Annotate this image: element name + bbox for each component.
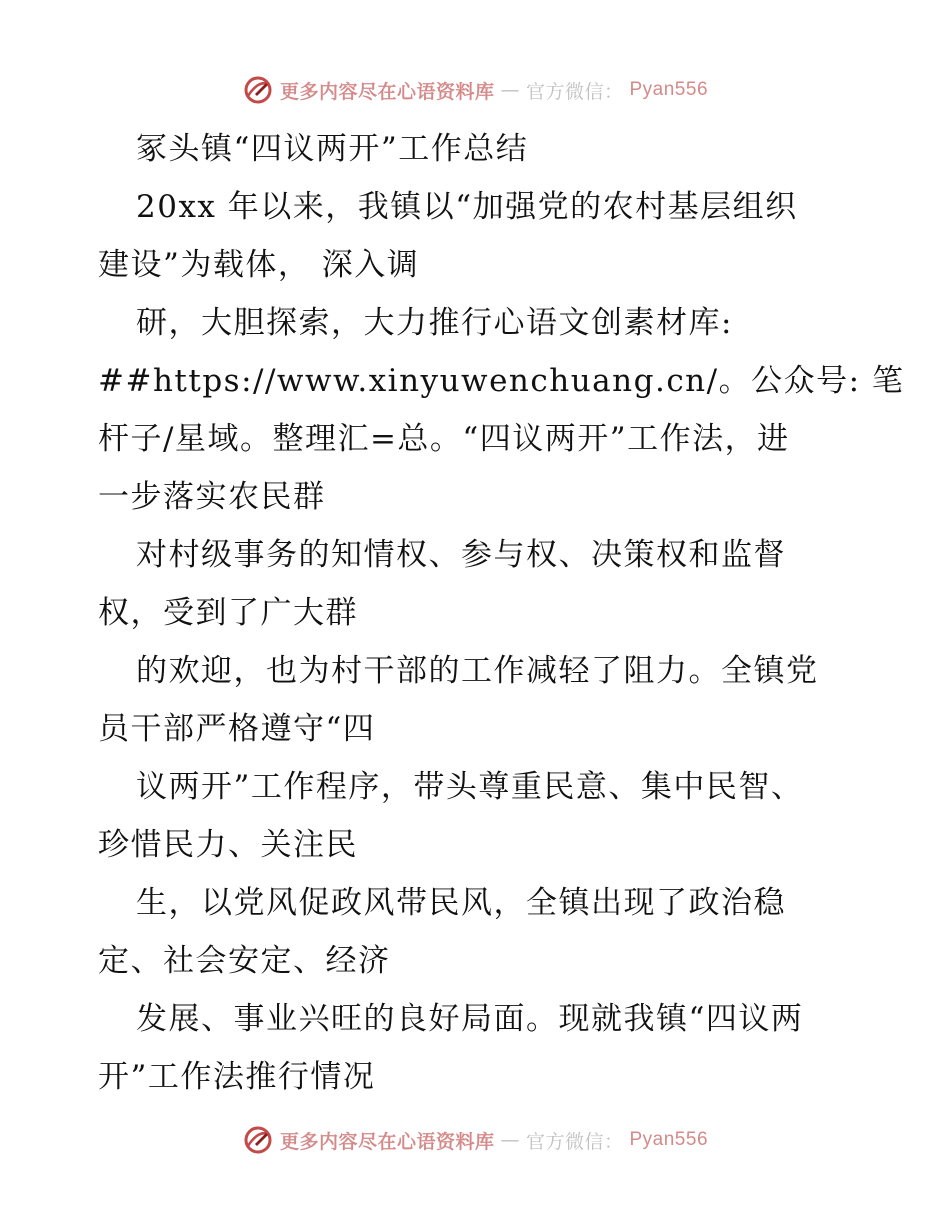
header-watermark: [0, 70, 950, 110]
document-line: 发展、事业兴旺的良好局面。现就我镇“四议两: [136, 1001, 804, 1037]
document-line: 建设”为载体， 深入调: [98, 247, 420, 283]
watermark-main-text: 更多内容尽在心语资料库: [279, 1130, 495, 1153]
document-body: [98, 120, 905, 1106]
watermark-sub-text: 官方微信：: [525, 80, 624, 103]
document-line: ##https://www.xinyuwenchuang.cn/。公众号: 笔: [98, 363, 905, 399]
pen-swirl-logo-icon: [242, 1124, 274, 1156]
document-line: 定、社会安定、经济: [98, 943, 391, 979]
pen-swirl-logo-icon: [242, 74, 274, 106]
watermark-id: Pyan556: [629, 1129, 709, 1150]
document-line: 对村级事务的知情权、参与权、决策权和监督: [136, 537, 786, 573]
document-line: 杆子/星域。整理汇=总。“四议两开”工作法，进: [98, 421, 790, 457]
watermark-separator: —: [500, 79, 520, 101]
document-line: 权，受到了广大群: [98, 595, 358, 631]
document-line: 一步落实农民群: [98, 479, 326, 515]
document-line: 开”工作法推行情况: [98, 1059, 376, 1095]
watermark-main-text: 更多内容尽在心语资料库: [279, 80, 495, 103]
footer-watermark: [0, 1120, 950, 1160]
document-title: 冢头镇“四议两开”工作总结: [136, 131, 529, 167]
document-line: 议两开”工作程序，带头尊重民意、集中民智、: [136, 769, 804, 805]
watermark-id: Pyan556: [629, 79, 709, 100]
document-line: 研，大胆探索，大力推行心语文创素材库:: [136, 305, 733, 341]
watermark-sub-text: 官方微信：: [525, 1130, 624, 1153]
document-line: 珍惜民力、关注民: [98, 827, 358, 863]
document-line: 生，以党风促政风带民风，全镇出现了政治稳: [136, 885, 786, 921]
document-line: 员干部严格遵守“四: [98, 711, 376, 747]
document-line: 的欢迎，也为村干部的工作减轻了阻力。全镇党: [136, 653, 819, 689]
watermark-separator: —: [500, 1129, 520, 1151]
document-line: 20xx 年以来，我镇以“加强党的农村基层组织: [136, 189, 798, 225]
